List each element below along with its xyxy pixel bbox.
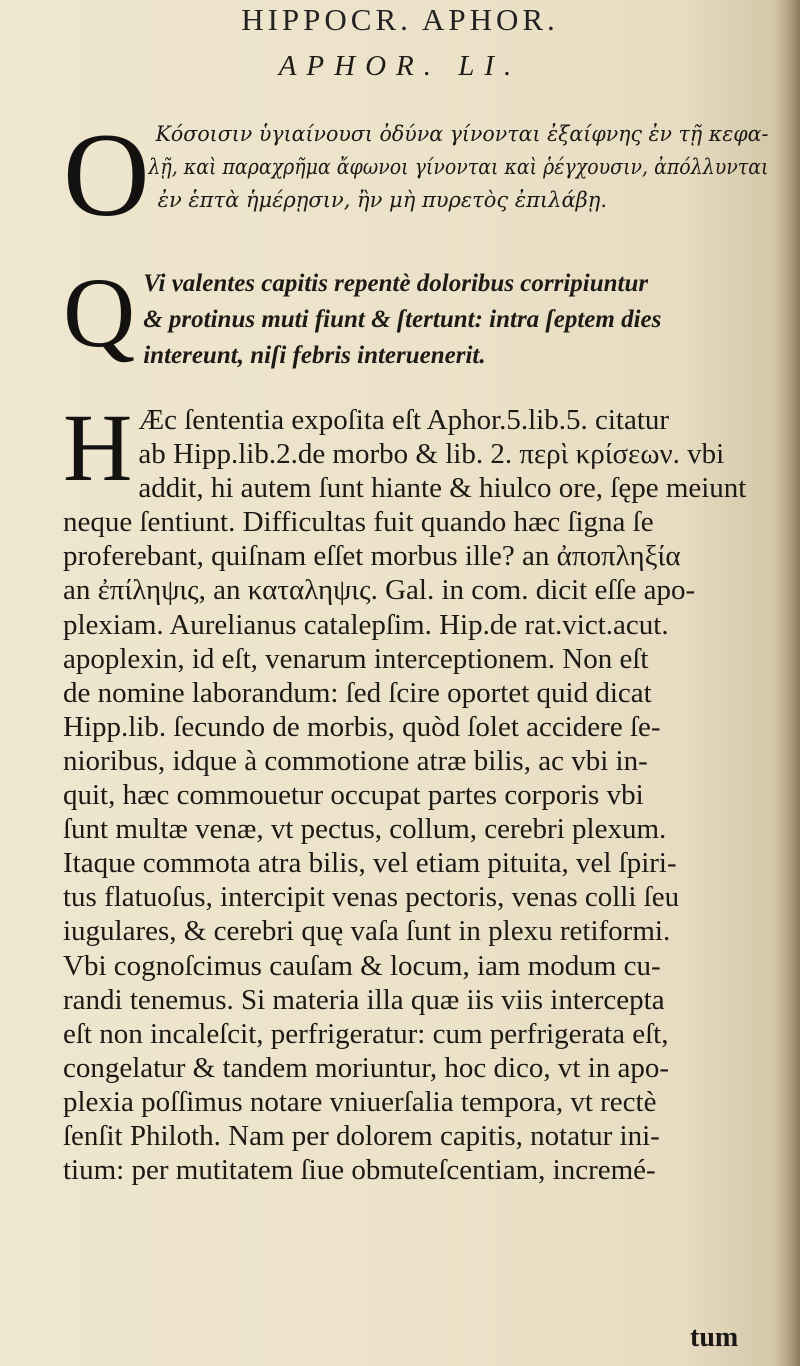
commentary-line: eſt non incaleſcit, perfrigeratur: cum perfrigerata eſt,: [63, 1017, 669, 1050]
commentary-line: Vbi cognoſcimus cauſam & locum, iam modum cu-: [63, 949, 661, 982]
greek-line: ἐν ἑπτὰ ἡμέρῃσιν, ἢν μὴ πυρετὸς ἐπιλάβῃ.: [157, 188, 608, 212]
commentary-line: iugulares, & cerebri quę vaſa ſunt in plexu retiformi.: [63, 915, 671, 948]
commentary-line: apoplexin, id eſt, venarum interceptionem. Non eſt: [63, 642, 649, 675]
commentary-line: nioribus, idque à commotione atræ bilis, ac vbi in-: [63, 744, 648, 777]
greek-line: λῇ, καὶ παραχρῆμα ἄφωνοι γίνονται καὶ ῥέγχουσιν, ἀπόλλυνται: [148, 155, 769, 179]
aphorism-title: APHOR. LI.: [278, 50, 522, 82]
latin-drop-cap: Q: [63, 257, 136, 368]
commentary-block: [63, 394, 768, 1187]
commentary-line: randi tenemus. Si materia illa quæ iis viis intercepta: [63, 983, 665, 1016]
commentary-line: ſunt multæ venæ, vt pectus, collum, cerebri plexum.: [63, 813, 667, 846]
latin-line: & protinus muti fiunt & ſtertunt: intra ſeptem dies: [143, 306, 662, 333]
commentary-line: neque ſentiunt. Difficultas fuit quando hæc ſigna ſe: [63, 506, 654, 539]
catchword: tum: [690, 1322, 739, 1353]
greek-drop-cap: O: [63, 108, 150, 241]
commentary-line: congelatur & tandem moriuntur, hoc dico, vt in apo-: [63, 1051, 670, 1084]
running-head: HIPPOCR. APHOR.: [241, 2, 559, 37]
commentary-line: plexiam. Aurelianus catalepſim. Hip.de rat.vict.acut.: [63, 608, 669, 641]
page-edge-shadow: [774, 0, 800, 1366]
commentary-line: plexia poſſimus notare vniuerſalia tempora, vt rectè: [63, 1085, 657, 1118]
commentary-line: Æc ſententia expoſita eſt Aphor.5.lib.5. citatur: [138, 404, 670, 436]
latin-translation-block: [63, 257, 768, 374]
greek-line: Κόσοισιν ὑγιαίνουσι ὀδύνα γίνονται ἐξαίφνης ἐν τῇ κεφα-: [155, 122, 769, 146]
commentary-line: quit, hæc commouetur occupat partes corporis vbi: [63, 779, 644, 812]
commentary-line: tium: per mutitatem ſiue obmuteſcentiam, incremé-: [63, 1154, 656, 1187]
greek-text-block: [63, 108, 769, 241]
commentary-line: ab Hipp.lib.2.de morbo & lib. 2. περὶ κρίσεων. vbi: [138, 438, 725, 471]
commentary-line: addit, hi autem ſunt hiante & hiulco ore, ſępe meiunt: [138, 472, 747, 505]
latin-line: intereunt, niſi febris interuenerit.: [143, 342, 486, 369]
commentary-line: tus flatuoſus, intercipit venas pectoris, venas colli ſeu: [63, 881, 680, 914]
commentary-line: Itaque commota atra bilis, vel etiam pituita, vel ſpiri-: [63, 847, 677, 880]
commentary-line: de nomine laborandum: ſed ſcire oportet quid dicat: [63, 676, 652, 709]
latin-line: Vi valentes capitis repentè doloribus corripiuntur: [143, 270, 649, 297]
commentary-line: an ἐπίληψις, an καταληψις. Gal. in com. dicit eſſe apo-: [63, 574, 696, 607]
commentary-line: proferebant, quiſnam eſſet morbus ille? an ἀποπληξία: [63, 540, 681, 573]
commentary-drop-cap: H: [63, 394, 133, 501]
commentary-line: ſenſit Philoth. Nam per dolorem capitis, notatur ini-: [63, 1119, 660, 1152]
commentary-line: Hipp.lib. ſecundo de morbis, quòd ſolet accidere ſe-: [63, 710, 661, 743]
